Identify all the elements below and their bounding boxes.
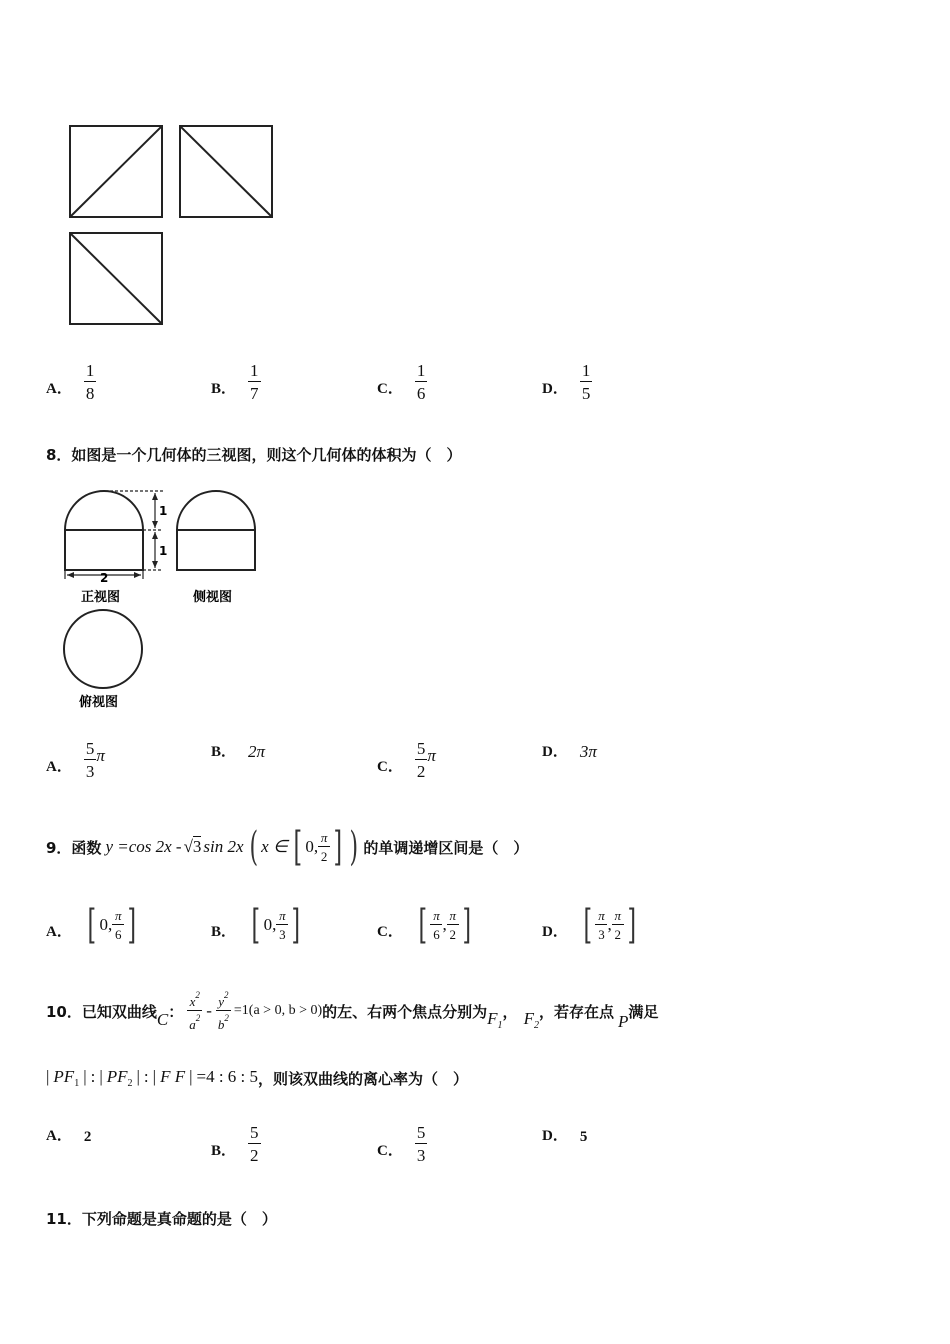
- q10-option-b-label: B．: [211, 1143, 237, 1159]
- q8-option-c[interactable]: [377, 740, 436, 780]
- q8-front-view-label: 正视图: [81, 590, 121, 605]
- q10-x: x: [189, 994, 196, 1009]
- q9-option-a[interactable]: A． [ 0, $\frac{\pi}{6}$ ]: [46, 902, 137, 948]
- q9-option-d-label: D．: [542, 924, 568, 940]
- q9-option-b[interactable]: B． [ 0, $\frac{\pi}{3}$ ]: [211, 902, 301, 948]
- q10-b: b: [217, 1017, 225, 1032]
- q10-option-c[interactable]: [377, 1124, 427, 1164]
- q8-side-semicircle: [177, 491, 255, 530]
- q10-eq-tail: =1(a > 0, b > 0): [233, 1003, 323, 1018]
- q7-option-b-frac-den: 7: [250, 384, 259, 403]
- q8-option-c-label: C．: [377, 759, 403, 775]
- q10-exist: ，若存在点: [538, 1002, 614, 1021]
- q9-domain-frac: [318, 831, 330, 863]
- q9-option-c-frac0-num: π: [433, 908, 440, 923]
- q10-colon: ：: [168, 1002, 184, 1021]
- q10-option-c-label: C．: [377, 1143, 403, 1159]
- q9-prefix: 9．函数: [46, 838, 102, 857]
- q7-option-d-frac-num: 1: [581, 361, 591, 380]
- q8-dim-width-label: 2: [100, 571, 109, 585]
- q8-stem: 8．如图是一个几何体的三视图，则这个几何体的体积为（ ）: [46, 446, 462, 464]
- q10-f1: $F_1$: [487, 1009, 503, 1031]
- q7-option-d-label: D．: [542, 381, 568, 397]
- q8-three-view-figure: [55, 485, 270, 715]
- q10-point: P: [617, 1012, 629, 1031]
- q10-option-c-frac: [415, 1124, 428, 1164]
- q9-domain-var: x ∈: [261, 837, 288, 856]
- q8-option-d-value: 3π: [579, 742, 597, 761]
- q9-option-d-frac1-num: π: [614, 908, 621, 923]
- q10-option-a[interactable]: [46, 1124, 103, 1149]
- q9-option-c-frac1-den: 2: [449, 927, 456, 942]
- q7-option-d-frac-den: 5: [581, 384, 591, 403]
- q10-stem-line1: 10．已知双曲线 C ： $\frac{x^2}{a^2}$ - $\frac{y^2}{b^2}$ =1(a > 0, b > 0) 的左、右两个焦点分别为 $F_1$ ， $F_2$ ，若存在点 P 满足: [46, 990, 659, 1032]
- q10-frac-x: [187, 991, 202, 1031]
- q7-option-a[interactable]: [46, 362, 96, 402]
- q9-sqrt: √3: [183, 837, 202, 856]
- q9-formula-b: sin 2x: [203, 837, 244, 856]
- q10-satisfy: 满足: [628, 1002, 659, 1021]
- q10-option-d-label: D．: [542, 1128, 568, 1144]
- q8-option-a-label: A．: [46, 759, 72, 775]
- q9-option-b-frac1-den: 3: [279, 927, 286, 942]
- q9-option-c-frac1: [447, 909, 459, 941]
- q10-option-c-frac-num: 5: [416, 1123, 426, 1142]
- q8-option-d-label: D．: [542, 744, 568, 760]
- q10-tail: ，则该双曲线的离心率为（ ）: [258, 1069, 469, 1088]
- q8-side-rect: [177, 530, 255, 570]
- q10-pf2: PF: [106, 1067, 128, 1086]
- q9-option-d-frac0: [595, 909, 607, 941]
- q7-option-c-frac-den: 6: [416, 384, 426, 403]
- q8-option-b-value: 2π: [248, 742, 266, 761]
- q7-front-diagonal: [70, 126, 162, 217]
- q10-option-c-frac-den: 3: [416, 1146, 426, 1165]
- q10-y: y: [218, 994, 225, 1009]
- q10-a-sq: 2: [195, 1013, 201, 1023]
- q10-option-a-value: 2: [83, 1129, 92, 1145]
- q10-mid: 的左、右两个焦点分别为: [322, 1002, 488, 1021]
- q10-option-d-value: 5: [579, 1129, 588, 1145]
- q10-prefix: 10．已知双曲线: [46, 1002, 157, 1021]
- q8-option-c-frac: [415, 740, 428, 780]
- q8-side-view-label: 侧视图: [193, 590, 233, 605]
- q8-front-semicircle: [65, 491, 143, 530]
- q9-option-d-frac0-num: π: [598, 908, 605, 923]
- q8-option-c-suffix: π: [427, 746, 436, 765]
- q7-option-a-frac-den: 8: [85, 384, 95, 403]
- q9-option-c[interactable]: C． [ $\frac{\pi}{6}$ , $\frac{\pi}{2}$ ]: [377, 902, 471, 948]
- q9-option-a-frac1-den: 6: [114, 927, 122, 942]
- q8-option-c-frac-den: 2: [416, 762, 426, 781]
- q8-option-a[interactable]: [46, 740, 105, 780]
- q9-domain-num: π: [320, 830, 328, 845]
- q8-top-view-label: 俯视图: [79, 695, 119, 710]
- q10-option-a-label: A．: [46, 1128, 72, 1144]
- q9-option-d-frac1-den: 2: [614, 927, 621, 942]
- q10-frac-y: [216, 991, 231, 1031]
- q9-option-d[interactable]: D． [ $\frac{\pi}{3}$ , $\frac{\pi}{2}$ ]: [542, 902, 636, 948]
- q7-option-b-label: B．: [211, 381, 237, 397]
- q8-option-a-frac-den: 3: [85, 762, 95, 781]
- q9-suffix: 的单调递增区间是（ ）: [363, 838, 529, 857]
- q8-option-d[interactable]: [542, 740, 597, 765]
- q9-option-b-label: B．: [211, 924, 237, 940]
- q7-option-a-frac-num: 1: [85, 361, 95, 380]
- q7-option-c-frac: [415, 362, 428, 402]
- q10-f2: $F_2$: [523, 1009, 539, 1031]
- q9-option-c-frac1-num: π: [449, 908, 456, 923]
- q9-stem: [46, 822, 528, 872]
- q8-dim-top-label: 1: [159, 504, 168, 518]
- q9-option-b-left: 0,: [263, 915, 277, 934]
- q7-option-d[interactable]: [542, 362, 592, 402]
- q7-option-d-frac: [580, 362, 593, 402]
- q9-option-c-frac0: [430, 909, 442, 941]
- q9-option-d-frac1: [612, 909, 624, 941]
- q9-option-c-frac0-den: 6: [433, 927, 440, 942]
- q7-option-c-label: C．: [377, 381, 403, 397]
- q10-ratio-value: =4 : 6 : 5: [196, 1067, 259, 1086]
- q10-option-b-frac: [248, 1124, 261, 1164]
- q10-option-b-frac-num: 5: [250, 1123, 259, 1142]
- q9-option-c-label: C．: [377, 924, 403, 940]
- q8-option-a-frac: [84, 740, 97, 780]
- q10-curve: C: [156, 1010, 169, 1029]
- q10-option-d[interactable]: [542, 1124, 599, 1149]
- q9-domain-left: 0,: [305, 837, 319, 856]
- q9-option-a-left: 0,: [99, 915, 113, 934]
- q10-x-sq: 2: [195, 990, 200, 1000]
- q8-option-b[interactable]: [211, 740, 265, 765]
- q7-side-diagonal: [180, 126, 272, 217]
- q9-option-b-frac1: [276, 909, 288, 941]
- q9-option-a-label: A．: [46, 924, 72, 940]
- q8-option-c-frac-num: 5: [416, 739, 426, 758]
- q10-option-b-frac-den: 2: [250, 1146, 259, 1165]
- q9-option-a-frac1: [112, 909, 124, 941]
- q7-three-view-figure: [60, 118, 290, 333]
- q10-a: a: [189, 1017, 196, 1032]
- q10-f1f2: F F: [160, 1067, 186, 1086]
- q7-option-b-frac: [248, 362, 261, 402]
- q10-stem-line2: [46, 1064, 468, 1092]
- q8-option-a-suffix: π: [96, 746, 105, 765]
- q8-front-rect: [65, 530, 143, 570]
- q9-option-d-frac0-den: 3: [598, 927, 605, 942]
- q10-pf1: PF: [53, 1067, 75, 1086]
- q8-option-b-label: B．: [211, 744, 237, 760]
- q9-domain-den: 2: [320, 849, 328, 864]
- q7-top-diagonal: [70, 233, 162, 324]
- q10-ratio: | $PF_1$ | : | $PF_2$ | : | F F | =4 : 6 : 5: [46, 1067, 259, 1089]
- q8-dim-bottom-label: 1: [159, 544, 168, 558]
- q9-sqrt-arg: 3: [192, 837, 202, 856]
- q7-option-c[interactable]: [377, 362, 427, 402]
- q11-stem: 11．下列命题是真命题的是（ ）: [46, 1210, 277, 1228]
- q10-y-sq: 2: [224, 990, 229, 1000]
- q7-option-b-frac-num: 1: [250, 361, 259, 380]
- q7-option-b[interactable]: [211, 362, 261, 402]
- q7-option-a-frac: [84, 362, 97, 402]
- q9-option-b-frac1-num: π: [279, 908, 286, 923]
- q10-option-b[interactable]: [211, 1124, 261, 1164]
- q8-option-a-frac-num: 5: [85, 739, 95, 758]
- q7-option-c-frac-num: 1: [416, 361, 426, 380]
- q10-comma: ，: [502, 1002, 518, 1021]
- q8-top-circle: [64, 610, 142, 688]
- q9-option-a-frac1-num: π: [114, 908, 122, 923]
- q9-domain: ( x ∈ [ 0, $\frac{\pi}{2}$ ] ): [249, 824, 358, 870]
- q9-formula-a: y =cos 2x -: [105, 837, 182, 856]
- q7-option-a-label: A．: [46, 381, 72, 397]
- q10-b-sq: 2: [224, 1013, 229, 1023]
